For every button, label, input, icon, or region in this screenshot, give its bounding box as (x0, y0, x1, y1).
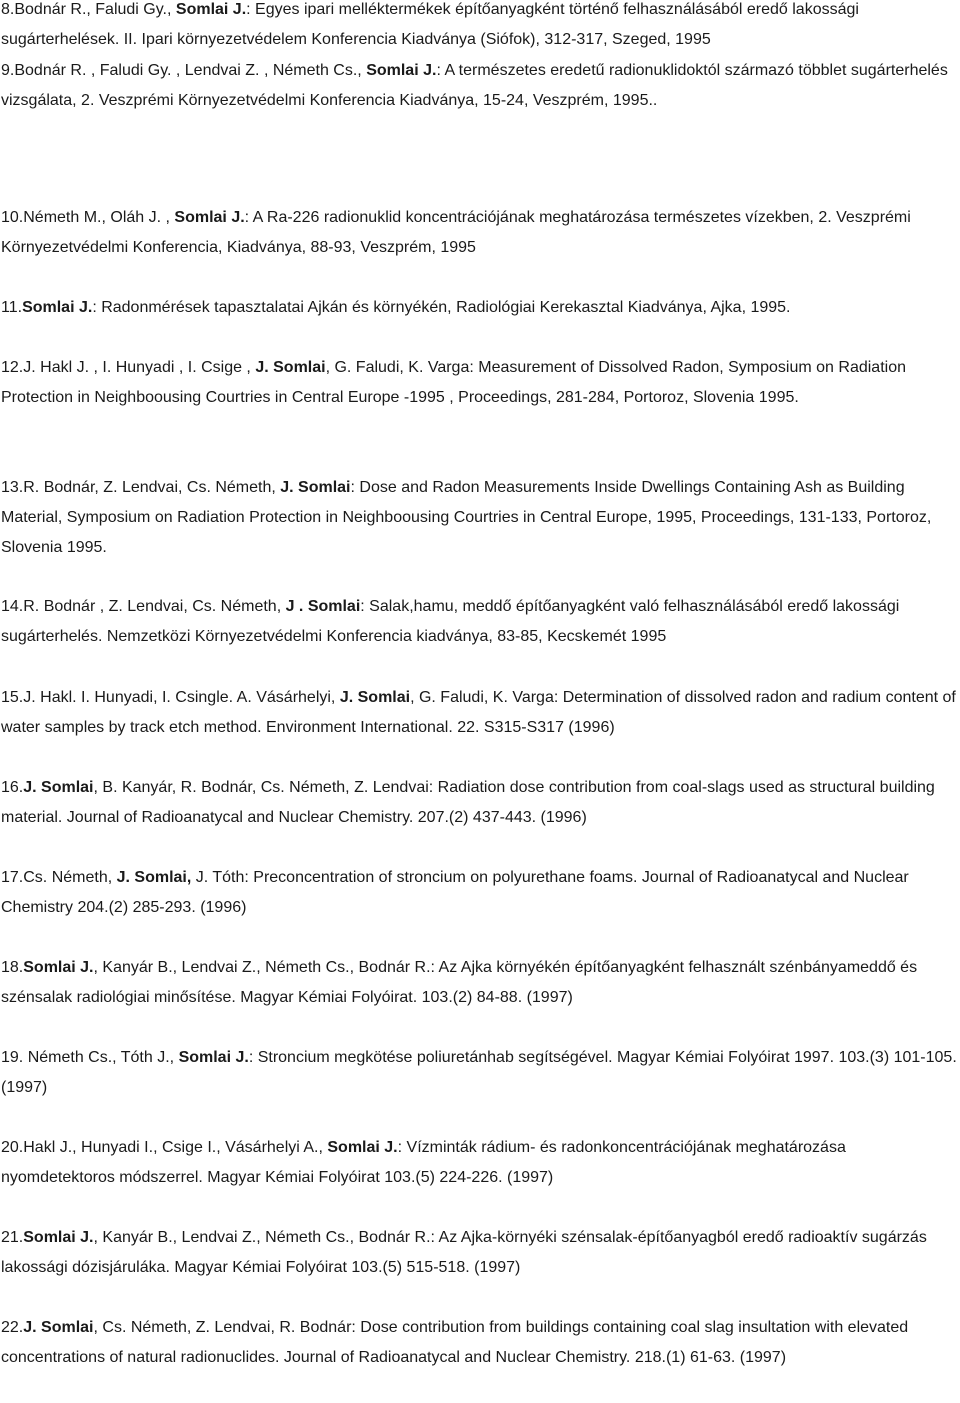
reference-text: : Dose and Radon Measurements Inside Dwellings Containing Ash as Building Material, Symposium on Radiation Protection in Neighboousing Courtries in Central Europe, 1995, Proceedings, 131-133, Portoroz, Slovenia 1995. (1, 479, 932, 556)
reference-item-22 (1, 1313, 959, 1373)
reference-text: , Cs. Németh, Z. Lendvai, R. Bodnár: Dose contribution from buildings containing coal slag insultation with elevated concentrations of natural radionuclides. Journal of Radioanatycal and Nuclear Chemistry. 218.(1) 61-63. (1997) (1, 1319, 909, 1366)
reference-text: 9.Bodnár R. , Faludi Gy. , Lendvai Z. , Németh Cs., (1, 62, 367, 79)
author-name-bold: Somlai J. (327, 1139, 398, 1156)
reference-text: J. Tóth: Preconcentration of stroncium on polyurethane foams. Journal of Radioanatycal and Nuclear Chemistry 204.(2) 285-293. (1996) (1, 869, 909, 916)
reference-text: , Kanyár B., Lendvai Z., Németh Cs., Bodnár R.: Az Ajka környékén építőanyagként felhasznált szénbányameddő és szénsalak radiológiai minősítése. Magyar Kémiai Folyóirat. 103.(2) 84-88. (1997) (1, 959, 918, 1006)
reference-text: 17.Cs. Németh, (1, 869, 117, 886)
author-name-bold: J. Somlai (255, 359, 326, 376)
author-name-bold: Somlai J. (23, 1229, 94, 1246)
author-name-bold: J. Somlai (280, 479, 351, 496)
reference-text: : A Ra-226 radionuklid koncentrációjának meghatározása természetes vízekben, 2. Veszprémi Környezetvédelmi Konferencia, Kiadványa, 88-93, Veszprém, 1995 (1, 209, 911, 256)
author-name-bold: Somlai J. (175, 1, 247, 18)
reference-text: : Salak,hamu, meddő építőanyagként való felhasználásából eredő lakossági sugárterhelés. Nemzetközi Környezetvédelmi Konferencia kiadványa, 83-85, Kecskemét 1995 (1, 598, 900, 645)
author-name-bold: Somlai J. (22, 299, 93, 316)
reference-item-16 (1, 773, 959, 833)
reference-text: 19. Németh Cs., Tóth J., (1, 1049, 179, 1066)
reference-text: 15.J. Hakl. I. Hunyadi, I. Csingle. A. Vásárhelyi, (1, 689, 340, 706)
author-name-bold: J . Somlai (285, 598, 361, 615)
reference-item-21 (1, 1223, 959, 1283)
reference-item-11 (1, 293, 959, 323)
reference-item-18 (1, 953, 959, 1013)
reference-text: 8.Bodnár R., Faludi Gy., (1, 1, 176, 18)
reference-text: : Radonmérések tapasztalatai Ajkán és környékén, Radiológiai Kerekasztal Kiadványa, Ajka, 1995. (92, 299, 791, 316)
author-name-bold: Somlai J. (366, 62, 437, 79)
reference-text: : Stroncium megkötése poliuretánhab segítségével. Magyar Kémiai Folyóirat 1997. 103.(3) 101-105. (1997) (1, 1049, 957, 1096)
reference-text: , B. Kanyár, R. Bodnár, Cs. Németh, Z. Lendvai: Radiation dose contribution from coal-slags used as structural building material. Journal of Radioanatycal and Nuclear Chemistry. 207.(2) 437-443. (1996) (1, 779, 935, 826)
reference-item-9 (1, 56, 959, 116)
author-name-bold: J. Somlai (23, 1319, 94, 1336)
reference-text: 11. (1, 299, 23, 316)
reference-text: 22. (1, 1319, 24, 1336)
reference-item-13 (1, 473, 959, 563)
reference-text: 21. (1, 1229, 24, 1246)
author-name-bold: J. Somlai, (116, 869, 192, 886)
reference-text: 18. (1, 959, 24, 976)
reference-text: : Egyes ipari melléktermékek építőanyagként történő felhasználásából eredő lakossági sugárterhelések. II. Ipari környezetvédelem Konferencia Kiadványa (Siófok), 312-317, Szeged, 1995 (1, 1, 859, 48)
author-name-bold: Somlai J. (174, 209, 245, 226)
reference-item-8 (1, 0, 959, 55)
reference-item-19 (1, 1043, 959, 1103)
reference-text: , G. Faludi, K. Varga: Determination of dissolved radon and radium content of water samples by track etch method. Environment International. 22. S315-S317 (1996) (1, 689, 956, 736)
author-name-bold: J. Somlai (23, 779, 94, 796)
reference-text: 16. (1, 779, 24, 796)
reference-text: : A természetes eredetű radionuklidoktól származó többlet sugárterhelés vizsgálata, 2. Veszprémi Környezetvédelmi Konferencia Kiadványa, 15-24, Veszprém, 1995.. (1, 62, 948, 109)
reference-text: 12.J. Hakl J. , I. Hunyadi , I. Csige , (1, 359, 256, 376)
reference-item-17 (1, 863, 959, 923)
reference-item-12 (1, 353, 959, 413)
reference-text: 10.Németh M., Oláh J. , (1, 209, 175, 226)
reference-item-10 (1, 203, 959, 263)
author-name-bold: Somlai J. (23, 959, 94, 976)
reference-text: 20.Hakl J., Hunyadi I., Csige I., Vásárhelyi A., (1, 1139, 328, 1156)
author-name-bold: J. Somlai (339, 689, 411, 706)
reference-text: : Vízminták rádium- és radonkoncentrációjának meghatározása nyomdetektoros módszerrel. Magyar Kémiai Folyóirat 103.(5) 224-226. (1997) (1, 1139, 846, 1186)
author-name-bold: Somlai J. (178, 1049, 249, 1066)
reference-text: 14.R. Bodnár , Z. Lendvai, Cs. Németh, (1, 598, 286, 615)
reference-item-20 (1, 1133, 959, 1193)
reference-text: , Kanyár B., Lendvai Z., Németh Cs., Bodnár R.: Az Ajka-környéki szénsalak-építőanyagból eredő radioaktív sugárzás lakossági dózisjáruláka. Magyar Kémiai Folyóirat 103.(5) 515-518. (1997) (1, 1229, 927, 1276)
reference-item-15 (1, 683, 959, 743)
reference-text: , G. Faludi, K. Varga: Measurement of Dissolved Radon, Symposium on Radiation Protection in Neighboousing Courtries in Central Europe -1995 , Proceedings, 281-284, Portoroz, Slovenia 1995. (1, 359, 906, 406)
reference-item-14 (1, 592, 959, 652)
reference-text: 13.R. Bodnár, Z. Lendvai, Cs. Németh, (1, 479, 281, 496)
